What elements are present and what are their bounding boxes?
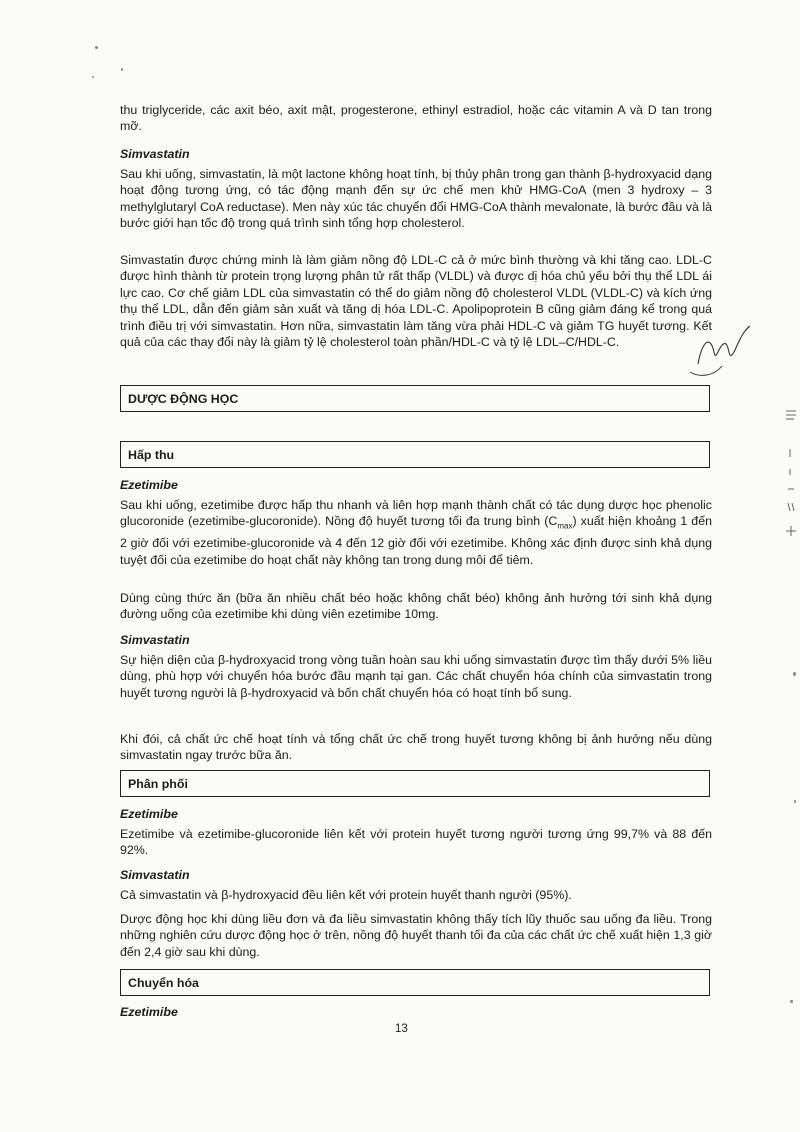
subsection-box-distribution xyxy=(120,770,710,797)
simvastatin-distribution-paragraph-2-block xyxy=(120,911,712,960)
paragraph-text-part: Sau khi uống, ezetimibe được hấp thu nhanh và liên hợp mạnh thành chất có tác dụng dược học phenolic glucoronide (ezetimibe-glucoronide). Nồng độ huyết tương tối đa trung bình (C xyxy=(120,498,712,529)
simvastatin-absorption-paragraph-2: Khi đói, cả chất ức chế hoạt tính và tổng chất ức chế trong huyết tương không bị ảnh hưởng nếu dùng simvastatin ngay trước bữa ăn. xyxy=(120,732,712,763)
ezetimibe-distribution-paragraph: Ezetimibe và ezetimibe-glucoronide liên kết với protein huyết tương người tương ứng 99,7% và 88 đến 92%. xyxy=(120,827,712,858)
simvastatin-heading: Simvastatin xyxy=(120,868,190,882)
scan-speck xyxy=(794,800,796,803)
ezetimibe-heading: Ezetimibe xyxy=(120,807,178,821)
section-title: DƯỢC ĐỘNG HỌC xyxy=(128,392,239,406)
section-header-pharmacokinetics xyxy=(120,385,710,412)
simvastatin-distribution-paragraph-2: Dược động học khi dùng liều đơn và đa liều simvastatin không thấy tích lũy thuốc sau uống đa liều. Trong những nghiên cứu dược động học ở trên, nồng độ huyết thanh tối đa của các chất ức chế xuất hiện 1,3 giờ đến 2,4 giờ sau khi dùng. xyxy=(120,912,712,959)
handwritten-signature xyxy=(680,322,760,382)
ezetimibe-absorption-section xyxy=(120,477,712,493)
paragraph-text-part: ) xuất hiện khoảng 1 đến 2 giờ đối với ezetimibe-glucoronide và 4 đến 12 giờ đối với ezetimibe. Không xác định được sinh khả dụng tuyệt đối của ezetimibe do hoạt chất này không tan trong dung môi để tiêm. xyxy=(120,514,712,567)
subsection-box-metabolism xyxy=(120,969,710,996)
ezetimibe-absorption-paragraph-1 xyxy=(120,497,712,568)
simvastatin-section xyxy=(120,146,712,162)
simvastatin-heading: Simvastatin xyxy=(120,147,190,161)
ezetimibe-distribution-paragraph-block xyxy=(120,826,712,859)
scan-speck xyxy=(121,68,123,71)
simvastatin-absorption-paragraph-1-block xyxy=(120,652,712,701)
ezetimibe-heading: Ezetimibe xyxy=(120,1005,178,1019)
simvastatin-distribution-section xyxy=(120,867,712,883)
subscript-max: max xyxy=(557,521,573,531)
simvastatin-absorption-paragraph-1: Sự hiện diện của β-hydroxyacid trong vòng tuần hoàn sau khi uống simvastatin được tìm thấy dưới 5% liều dùng, phù hợp với chuyển hóa bước đầu mạnh tại gan. Các chất chuyển hóa chính của simvastatin trong huyết tương người là β-hydroxyacid và bốn chất chuyển hóa có hoạt tính bổ sung. xyxy=(120,653,712,700)
subsection-title-metabolism: Chuyển hóa xyxy=(128,976,199,990)
simvastatin-distribution-paragraph-1-block xyxy=(120,887,712,903)
simvastatin-paragraph-2: Simvastatin được chứng minh là làm giảm nồng độ LDL-C cả ở mức bình thường và khi tăng cao. LDL-C được hình thành từ protein trọng lượng phân tử rất thấp (VLDL) và được dị hóa chủ yếu bởi thụ thể LDL ái lực cao. Cơ chế giảm LDL của simvastatin có thể do giảm nồng độ cholesterol VLDL (VLDL-C) và kích ứng thụ thể LDL, dẫn đến giảm sản xuất và tăng dị hóa LDL-C. Apolipoprotein B cũng giảm đáng kể trong quá trình điều trị với simvastatin. Hơn nữa, simvastatin làm tăng vừa phải HDL-C và giảm TG huyết tương. Kết quả của các thay đổi này là giảm tỷ lệ cholesterol toàn phần/HDL-C và tỷ lệ LDL–C/HDL-C. xyxy=(120,253,712,350)
intro-paragraph-block xyxy=(120,102,712,135)
simvastatin-paragraph-2-block xyxy=(120,252,712,350)
scan-speck xyxy=(95,46,98,49)
page-number: 13 xyxy=(395,1023,408,1035)
ezetimibe-absorption-paragraph-1-block xyxy=(120,497,712,568)
ezetimibe-distribution-section xyxy=(120,806,712,822)
scan-speck xyxy=(92,76,94,78)
simvastatin-paragraph-1-block xyxy=(120,166,712,232)
scan-speck xyxy=(790,1000,793,1003)
subsection-title-distribution: Phân phối xyxy=(128,777,188,791)
simvastatin-absorption-paragraph-2-block xyxy=(120,731,712,764)
ezetimibe-heading: Ezetimibe xyxy=(120,478,178,492)
simvastatin-distribution-paragraph-1: Cả simvastatin và β-hydroxyacid đều liên kết với protein huyết thanh người (95%). xyxy=(120,888,572,902)
ezetimibe-absorption-paragraph-2: Dùng cùng thức ăn (bữa ăn nhiều chất béo hoặc không chất béo) không ảnh hưởng tới sinh khả dụng đường uống của ezetimibe khi dùng viên ezetimibe 10mg. xyxy=(120,591,712,622)
ezetimibe-metabolism-section xyxy=(120,1004,712,1020)
subsection-title-absorption: Hấp thu xyxy=(128,448,175,462)
simvastatin-paragraph-1: Sau khi uống, simvastatin, là một lactone không hoạt tính, bị thủy phân trong gan thành β-hydroxyacid dạng hoạt động tương ứng, có tác động mạnh đến sự ức chế men khử HMG-CoA (men 3 hydroxy – 3 methylglutaryl CoA reductase). Men này xúc tác chuyển đổi HMG-CoA thành mevalonate, là bước đầu và là bước giới hạn tốc độ trong quá trình sinh tổng hợp cholesterol. xyxy=(120,167,712,231)
simvastatin-heading: Simvastatin xyxy=(120,633,190,647)
subsection-box-absorption xyxy=(120,441,710,468)
intro-paragraph: thu triglyceride, các axit béo, axit mật, progesterone, ethinyl estradiol, hoặc các vitamin A và D tan trong mỡ. xyxy=(120,103,712,134)
ezetimibe-absorption-paragraph-2-block xyxy=(120,590,712,623)
margin-bleed-marks xyxy=(782,405,800,545)
simvastatin-absorption-section xyxy=(120,632,712,648)
scan-speck xyxy=(793,672,796,676)
